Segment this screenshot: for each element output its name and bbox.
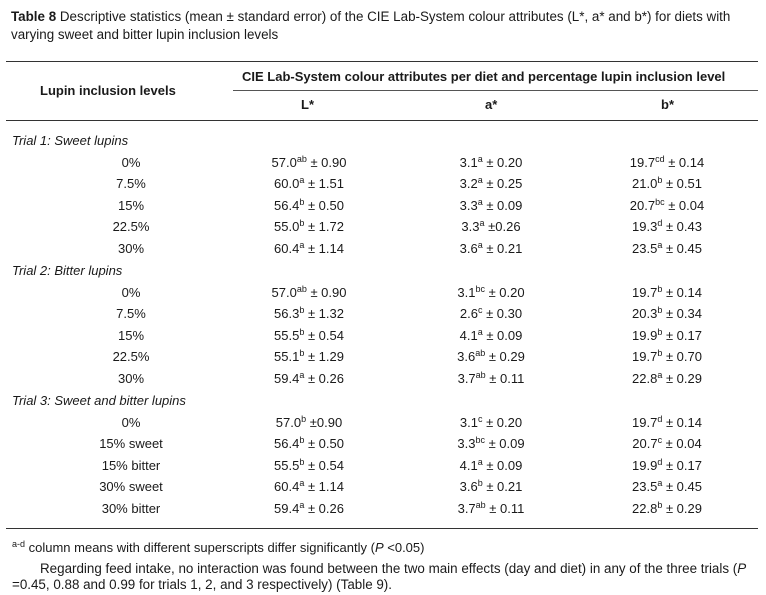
cell-error: ± 1.51 — [304, 176, 344, 191]
cell-b — [594, 285, 740, 301]
cell-b — [594, 371, 740, 387]
cell-error: ± 0.29 — [662, 501, 702, 516]
cell-mean: 56.4 — [274, 436, 300, 451]
row-level: 15% bitter — [101, 458, 161, 473]
cell-b — [594, 306, 740, 322]
cell-superscript: b — [299, 305, 305, 315]
cell-error: ± 1.32 — [304, 306, 344, 321]
row-level: 7.5% — [116, 176, 146, 191]
cell-superscript: bc — [475, 284, 485, 294]
header-col-b: b* — [661, 97, 674, 112]
cell-a — [418, 306, 564, 322]
cell-mean: 3.1 — [457, 285, 476, 300]
cell-error: ± 0.20 — [482, 155, 523, 170]
cell-error: ± 0.50 — [304, 436, 344, 451]
cell-superscript: b — [657, 500, 663, 510]
footnote — [12, 540, 424, 555]
footnote-text-2: <0.05) — [383, 540, 425, 555]
cell-superscript: a — [299, 175, 305, 185]
cell-error: ± 1.72 — [304, 219, 344, 234]
cell-l — [236, 285, 382, 301]
row-level: 15% — [117, 328, 145, 343]
cell-a — [418, 328, 564, 344]
cell-l — [236, 479, 382, 495]
cell-error: ± 0.30 — [482, 306, 523, 321]
cell-mean: 23.5 — [632, 241, 658, 256]
cell-superscript: bc — [655, 197, 665, 207]
cell-superscript: b — [299, 327, 305, 337]
table-bottom-rule — [6, 528, 758, 529]
cell-superscript: a — [477, 240, 483, 250]
header-lupin-levels: Lupin inclusion levels — [40, 83, 176, 98]
cell-b — [594, 198, 740, 214]
cell-error: ± 0.09 — [482, 328, 523, 343]
cell-error: ± 1.14 — [304, 479, 344, 494]
cell-error: ± 0.17 — [662, 328, 702, 343]
cell-l — [236, 349, 382, 365]
cell-error: ± 0.29 — [662, 371, 702, 386]
cell-superscript: b — [657, 305, 663, 315]
cell-error: ± 0.21 — [482, 479, 523, 494]
cell-mean: 55.0 — [274, 219, 300, 234]
cell-error: ± 0.45 — [662, 479, 702, 494]
cell-error: ± 1.29 — [304, 349, 344, 364]
row-level: 0% — [121, 285, 141, 300]
cell-superscript: d — [657, 218, 663, 228]
cell-mean: 3.3 — [461, 219, 480, 234]
cell-superscript: a — [657, 240, 663, 250]
cell-superscript: bc — [475, 435, 485, 445]
row-level: 15% — [117, 198, 145, 213]
cell-l — [236, 155, 382, 171]
cell-error: ± 0.54 — [304, 458, 344, 473]
cell-error: ± 0.11 — [485, 371, 525, 386]
cell-mean: 4.1 — [459, 328, 478, 343]
table-label: Table 8 — [11, 9, 57, 24]
header-col-L: L* — [301, 97, 314, 112]
trial-title: Trial 3: Sweet and bitter lupins — [12, 393, 186, 408]
cell-superscript: a — [299, 240, 305, 250]
cell-superscript: b — [477, 478, 483, 488]
cell-error: ±0.90 — [306, 415, 343, 430]
cell-mean: 22.8 — [632, 501, 658, 516]
cell-error: ± 0.25 — [482, 176, 523, 191]
cell-superscript: a — [477, 327, 483, 337]
cell-a — [418, 371, 564, 387]
trial-title: Trial 1: Sweet lupins — [12, 133, 129, 148]
cell-a — [418, 155, 564, 171]
cell-a — [418, 436, 564, 452]
cell-l — [236, 501, 382, 517]
cell-mean: 20.7 — [632, 436, 658, 451]
cell-error: ± 0.14 — [662, 415, 702, 430]
cell-a — [418, 219, 564, 235]
cell-mean: 60.4 — [274, 479, 300, 494]
cell-error: ± 0.43 — [662, 219, 702, 234]
cell-mean: 3.1 — [459, 155, 478, 170]
cell-superscript: b — [299, 348, 305, 358]
cell-b — [594, 349, 740, 365]
cell-mean: 2.6 — [459, 306, 478, 321]
cell-mean: 57.0 — [271, 285, 297, 300]
cell-l — [236, 436, 382, 452]
cell-l — [236, 415, 382, 431]
cell-error: ± 0.34 — [662, 306, 702, 321]
cell-superscript: a — [477, 457, 483, 467]
cell-mean: 3.6 — [459, 479, 478, 494]
cell-error: ±0.26 — [484, 219, 521, 234]
cell-superscript: a — [477, 197, 483, 207]
cell-mean: 3.2 — [459, 176, 478, 191]
cell-l — [236, 306, 382, 322]
cell-mean: 3.7 — [457, 501, 476, 516]
table-caption — [11, 8, 751, 44]
cell-superscript: a — [299, 478, 305, 488]
row-level: 0% — [121, 155, 141, 170]
cell-mean: 60.0 — [274, 176, 300, 191]
cell-a — [418, 285, 564, 301]
cell-superscript: a — [299, 370, 305, 380]
cell-mean: 19.9 — [632, 458, 658, 473]
cell-mean: 19.7 — [632, 349, 658, 364]
cell-error: ± 0.50 — [304, 198, 344, 213]
row-level: 7.5% — [116, 306, 146, 321]
cell-superscript: b — [657, 175, 663, 185]
cell-mean: 55.5 — [274, 328, 300, 343]
footnote-p: P — [374, 540, 384, 555]
cell-superscript: b — [299, 218, 305, 228]
cell-mean: 3.7 — [457, 371, 476, 386]
cell-superscript: b — [301, 414, 307, 424]
row-level: 30% — [117, 371, 145, 386]
table-top-rule — [6, 61, 758, 62]
cell-a — [418, 349, 564, 365]
cell-b — [594, 219, 740, 235]
cell-a — [418, 176, 564, 192]
cell-a — [418, 479, 564, 495]
cell-superscript: ab — [475, 348, 486, 358]
footnote-superscript: a-d — [12, 539, 26, 549]
cell-a — [418, 241, 564, 257]
row-level: 15% sweet — [99, 436, 163, 451]
row-level: 22.5% — [112, 219, 150, 234]
cell-mean: 59.4 — [274, 501, 300, 516]
cell-error: ± 0.54 — [304, 328, 344, 343]
cell-mean: 59.4 — [274, 371, 300, 386]
cell-superscript: a — [299, 500, 305, 510]
cell-a — [418, 458, 564, 474]
cell-superscript: b — [299, 197, 305, 207]
cell-error: ± 0.90 — [306, 285, 347, 300]
cell-superscript: c — [477, 305, 483, 315]
cell-l — [236, 219, 382, 235]
cell-superscript: c — [657, 435, 663, 445]
cell-error: ± 0.21 — [482, 241, 523, 256]
header-group: CIE Lab-System colour attributes per diet and percentage lupin inclusion level — [242, 69, 726, 84]
cell-superscript: ab — [475, 500, 486, 510]
cell-mean: 57.0 — [275, 415, 302, 430]
cell-error: ± 0.26 — [304, 371, 344, 386]
cell-mean: 55.5 — [274, 458, 300, 473]
header-bottom-rule — [6, 120, 758, 121]
cell-a — [418, 198, 564, 214]
cell-b — [594, 176, 740, 192]
cell-mean: 57.0 — [271, 155, 297, 170]
cell-b — [594, 155, 740, 171]
cell-error: ± 0.14 — [662, 285, 702, 300]
cell-mean: 19.7 — [632, 285, 658, 300]
cell-error: ± 1.14 — [304, 241, 344, 256]
cell-superscript: ab — [475, 370, 486, 380]
cell-b — [594, 241, 740, 257]
cell-error: ± 0.90 — [306, 155, 347, 170]
body-paragraph — [12, 561, 754, 593]
cell-superscript: a — [477, 175, 483, 185]
cell-mean: 3.6 — [459, 241, 478, 256]
cell-error: ± 0.11 — [485, 501, 525, 516]
cell-error: ± 0.20 — [482, 415, 523, 430]
cell-mean: 4.1 — [459, 458, 478, 473]
cell-error: ± 0.04 — [664, 198, 705, 213]
cell-superscript: a — [477, 154, 483, 164]
cell-mean: 21.0 — [632, 176, 658, 191]
cell-error: ± 0.51 — [662, 176, 702, 191]
cell-l — [236, 458, 382, 474]
cell-mean: 3.1 — [459, 415, 478, 430]
cell-mean: 19.7 — [629, 155, 656, 170]
cell-a — [418, 501, 564, 517]
trial-title: Trial 2: Bitter lupins — [12, 263, 123, 278]
cell-mean: 56.4 — [274, 198, 300, 213]
cell-superscript: a — [657, 478, 663, 488]
cell-l — [236, 371, 382, 387]
body-p: P — [737, 561, 747, 576]
cell-error: ± 0.70 — [662, 349, 702, 364]
cell-superscript: d — [657, 414, 663, 424]
cell-superscript: a — [479, 218, 485, 228]
cell-mean: 3.6 — [457, 349, 476, 364]
cell-mean: 3.3 — [457, 436, 476, 451]
cell-mean: 55.1 — [274, 349, 300, 364]
header-group-rule — [233, 90, 758, 91]
cell-superscript: b — [657, 348, 663, 358]
cell-mean: 19.3 — [632, 219, 658, 234]
cell-mean: 3.3 — [459, 198, 478, 213]
cell-error: ± 0.17 — [662, 458, 702, 473]
cell-superscript: c — [477, 414, 483, 424]
cell-error: ± 0.26 — [304, 501, 344, 516]
body-text-1: Regarding feed intake, no interaction was found between the two main effects (day and diet) in any of the three trials ( — [40, 561, 738, 576]
row-level: 30% bitter — [101, 501, 161, 516]
cell-l — [236, 198, 382, 214]
cell-l — [236, 328, 382, 344]
cell-mean: 19.9 — [632, 328, 658, 343]
cell-mean: 22.8 — [632, 371, 658, 386]
cell-superscript: a — [657, 370, 663, 380]
cell-mean: 60.4 — [274, 241, 300, 256]
row-level: 0% — [121, 415, 141, 430]
cell-l — [236, 176, 382, 192]
cell-b — [594, 328, 740, 344]
cell-superscript: cd — [655, 154, 665, 164]
cell-superscript: b — [299, 457, 305, 467]
cell-error: ± 0.29 — [485, 349, 525, 364]
cell-b — [594, 501, 740, 517]
header-col-a: a* — [485, 97, 498, 112]
cell-l — [236, 241, 382, 257]
cell-b — [594, 458, 740, 474]
cell-error: ± 0.09 — [482, 198, 523, 213]
cell-a — [418, 415, 564, 431]
cell-error: ± 0.14 — [664, 155, 705, 170]
cell-superscript: b — [299, 435, 305, 445]
caption-text: Descriptive statistics (mean ± standard error) of the CIE Lab-System colour attributes (L*, a* and b*) for diets with varying sweet and bitter lupin inclusion levels — [11, 9, 731, 42]
cell-superscript: b — [657, 284, 663, 294]
cell-mean: 23.5 — [632, 479, 658, 494]
cell-superscript: d — [657, 457, 663, 467]
cell-b — [594, 479, 740, 495]
row-level: 22.5% — [112, 349, 150, 364]
row-level: 30% — [117, 241, 145, 256]
cell-error: ± 0.04 — [662, 436, 702, 451]
cell-superscript: ab — [296, 284, 307, 294]
cell-b — [594, 436, 740, 452]
cell-error: ± 0.45 — [662, 241, 702, 256]
cell-superscript: ab — [296, 154, 307, 164]
cell-mean: 19.7 — [632, 415, 658, 430]
cell-superscript: b — [657, 327, 663, 337]
row-level: 30% sweet — [99, 479, 163, 494]
cell-b — [594, 415, 740, 431]
body-text-2: =0.45, 0.88 and 0.99 for trials 1, 2, and 3 respectively) (Table 9). — [12, 577, 392, 592]
cell-error: ± 0.09 — [484, 436, 525, 451]
cell-mean: 20.7 — [629, 198, 656, 213]
cell-error: ± 0.20 — [484, 285, 525, 300]
footnote-text-1: column means with different superscripts differ significantly ( — [25, 540, 375, 555]
cell-error: ± 0.09 — [482, 458, 523, 473]
cell-mean: 20.3 — [632, 306, 658, 321]
cell-mean: 56.3 — [274, 306, 300, 321]
